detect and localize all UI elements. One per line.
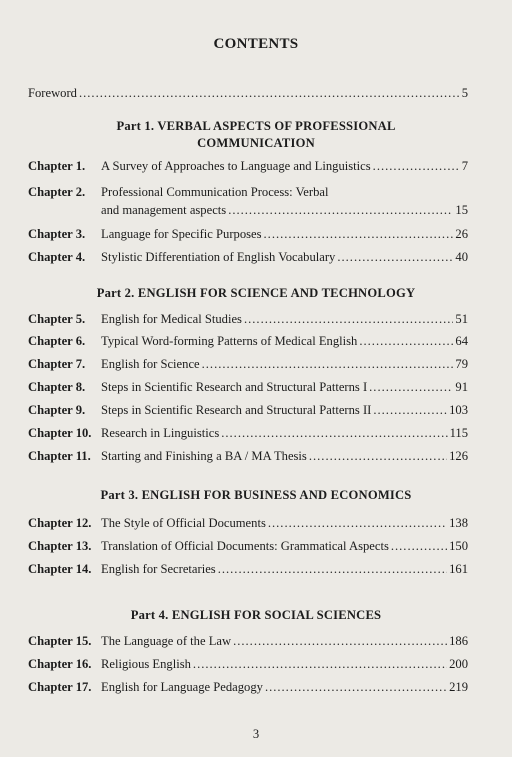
chapter-title: English for Science — [101, 357, 200, 371]
dot-leader — [359, 332, 453, 350]
chapter-page: 40 — [455, 250, 468, 264]
dot-leader — [244, 310, 453, 328]
chapter-page: 51 — [455, 312, 468, 326]
chapter-label: Chapter 11. — [28, 449, 91, 463]
chapter-title: Steps in Scientific Research and Structural Patterns I — [101, 380, 368, 394]
chapter-title: The Style of Official Documents — [101, 516, 266, 530]
chapter-page: 91 — [455, 380, 468, 394]
chapter-page: 64 — [455, 334, 468, 348]
dot-leader — [202, 355, 454, 373]
dot-leader — [193, 655, 447, 673]
chapter-label: Chapter 9. — [28, 403, 86, 417]
chapter-title: English for Secretaries — [101, 562, 216, 576]
toc-entry — [28, 514, 468, 532]
dot-leader — [309, 447, 447, 465]
chapter-title: Typical Word-forming Patterns of Medical English — [101, 334, 358, 348]
chapter-label: Chapter 4. — [28, 250, 86, 264]
chapter-page: 115 — [449, 426, 468, 440]
chapter-label: Chapter 8. — [28, 380, 86, 394]
dot-leader — [221, 424, 447, 442]
chapter-label: Chapter 10. — [28, 426, 92, 440]
dot-leader — [373, 401, 447, 419]
dot-leader — [373, 157, 460, 175]
toc-entry — [28, 378, 468, 396]
toc-entry-foreword — [28, 84, 468, 102]
toc-entry — [28, 655, 468, 673]
toc-entry — [28, 560, 468, 578]
chapter-label: Chapter 17. — [28, 680, 92, 694]
dot-leader — [369, 378, 453, 396]
dot-leader — [228, 201, 453, 219]
dot-leader — [79, 84, 460, 102]
chapter-title: English for Language Pedagogy — [101, 680, 263, 694]
chapter-page: 200 — [449, 657, 468, 671]
entry-title: Foreword — [28, 86, 77, 100]
page-number: 3 — [252, 727, 260, 741]
dot-leader — [337, 248, 453, 266]
chapter-title: The Language of the Law — [101, 634, 232, 648]
chapter-page: 186 — [449, 634, 468, 648]
part-heading: Part 2. ENGLISH FOR SCIENCE AND TECHNOLOGY — [96, 286, 416, 300]
chapter-page: 15 — [455, 203, 468, 217]
chapter-page: 26 — [455, 227, 468, 241]
chapter-label: Chapter 5. — [28, 312, 86, 326]
chapter-page: 150 — [449, 539, 468, 553]
chapter-label: Chapter 15. — [28, 634, 92, 648]
chapter-label: Chapter 13. — [28, 539, 92, 553]
chapter-title: Language for Specific Purposes — [101, 227, 262, 241]
chapter-title: Steps in Scientific Research and Structural Patterns II — [101, 403, 372, 417]
toc-entry — [28, 248, 468, 266]
toc-entry — [28, 632, 468, 650]
chapter-title: Starting and Finishing a BA / MA Thesis — [101, 449, 307, 463]
chapter-page: 219 — [449, 680, 468, 694]
chapter-label: Chapter 2. — [28, 185, 86, 199]
toc-entry — [28, 678, 468, 696]
dot-leader — [391, 537, 447, 555]
toc-entry — [28, 332, 468, 350]
chapter-label: Chapter 3. — [28, 227, 86, 241]
chapter-label: Chapter 1. — [28, 159, 86, 173]
part-heading: Part 3. ENGLISH FOR BUSINESS AND ECONOMICS — [100, 488, 412, 502]
dot-leader — [268, 514, 447, 532]
entry-page: 5 — [461, 86, 468, 100]
page-title: CONTENTS — [213, 36, 299, 52]
chapter-title: English for Medical Studies — [101, 312, 242, 326]
chapter-page: 103 — [449, 403, 468, 417]
chapter-page: 126 — [449, 449, 468, 463]
chapter-label: Chapter 16. — [28, 657, 92, 671]
dot-leader — [265, 678, 447, 696]
chapter-title: Translation of Official Documents: Grammatical Aspects — [101, 539, 389, 553]
toc-entry — [28, 157, 468, 175]
toc-entry — [28, 447, 468, 465]
part-heading: Part 4. ENGLISH FOR SOCIAL SCIENCES — [130, 608, 382, 622]
chapter-title: Stylistic Differentiation of English Vocabulary — [101, 250, 336, 264]
chapter-label: Chapter 7. — [28, 357, 86, 371]
chapter-page: 7 — [461, 159, 468, 173]
chapter-label: Chapter 14. — [28, 562, 92, 576]
chapter-title: Religious English — [101, 657, 191, 671]
toc-entry-cont — [101, 201, 468, 219]
toc-entry — [28, 401, 468, 419]
chapter-page: 161 — [449, 562, 468, 576]
dot-leader — [218, 560, 447, 578]
part-heading-cont: COMMUNICATION — [197, 136, 315, 150]
chapter-label: Chapter 6. — [28, 334, 86, 348]
chapter-title: A Survey of Approaches to Language and Linguistics — [101, 159, 371, 173]
dot-leader — [264, 225, 454, 243]
chapter-page: 138 — [449, 516, 468, 530]
chapter-page: 79 — [455, 357, 468, 371]
toc-entry — [28, 424, 468, 442]
chapter-title: Professional Communication Process: Verbal — [101, 185, 329, 199]
chapter-label: Chapter 12. — [28, 516, 92, 530]
chapter-title-cont: and management aspects — [101, 203, 227, 217]
toc-entry — [28, 225, 468, 243]
toc-entry — [28, 537, 468, 555]
chapter-title: Research in Linguistics — [101, 426, 220, 440]
dot-leader — [233, 632, 447, 650]
toc-entry — [28, 183, 468, 201]
part-heading: Part 1. VERBAL ASPECTS OF PROFESSIONAL — [116, 119, 396, 133]
toc-entry — [28, 355, 468, 373]
toc-entry — [28, 310, 468, 328]
